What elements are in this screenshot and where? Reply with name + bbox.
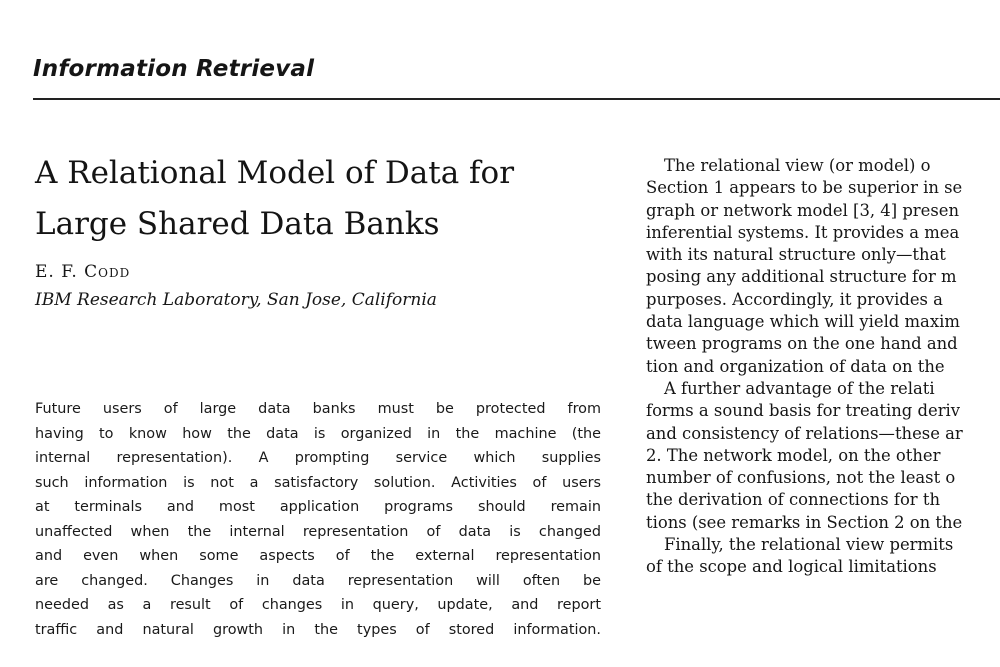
body-line: tion and organization of data on the [646, 356, 945, 376]
abstract-line: traffic and natural growth in the types of stored information. [35, 621, 601, 638]
header-rule [33, 98, 1000, 100]
abstract [35, 397, 601, 642]
body-line: data language which will yield maxim [646, 312, 960, 332]
abstract-line: unaffected when the internal representation of data is changed [35, 523, 601, 540]
author-block [35, 258, 437, 314]
body-line: Section 1 appears to be superior in se [646, 178, 963, 198]
body-line: forms a sound basis for treating deriv [646, 401, 961, 421]
body-line: inferential systems. It provides a mea [646, 222, 960, 242]
author-affiliation: IBM Research Laboratory, San Jose, California [35, 290, 437, 310]
paper-title [35, 148, 625, 250]
abstract-line: having to know how the data is organized in the machine (the [35, 425, 601, 442]
section-heading: Information Retrieval [33, 56, 315, 82]
title-line: A Relational Model of Data for [35, 155, 515, 191]
body-line: posing any additional structure for m [646, 267, 957, 287]
body-line: graph or network model [3, 4] presen [646, 200, 960, 220]
abstract-line: at terminals and most application programs should remain [35, 499, 601, 515]
abstract-line: Future users of large data banks must be protected from [35, 401, 601, 417]
body-line: tween programs on the one hand and [646, 334, 958, 354]
body-line: tions (see remarks in Section 2 on the [646, 512, 963, 532]
body-line: purposes. Accordingly, it provides a [646, 289, 943, 309]
abstract-line: internal representation). A prompting service which supplies [35, 450, 601, 466]
body-line: Finally, the relational view permits [664, 535, 954, 555]
body-line: and consistency of relations—these ar [646, 423, 963, 443]
abstract-line: such information is not a satisfactory solution. Activities of users [35, 474, 601, 491]
abstract-line: are changed. Changes in data representation will often be [35, 572, 601, 589]
title-line: Large Shared Data Banks [35, 206, 440, 242]
abstract-line: and even when some aspects of the external representation [35, 548, 601, 564]
body-line: number of confusions, not the least o [646, 468, 956, 488]
body-line: of the scope and logical limitations [646, 557, 937, 577]
abstract-line: needed as a result of changes in query, update, and report [35, 597, 601, 613]
author-name: E. F. Codd [35, 262, 131, 282]
body-column [646, 155, 1000, 579]
body-line: A further advantage of the relati [664, 378, 935, 398]
body-line: with its natural structure only—that [646, 245, 946, 265]
body-line: 2. The network model, on the other [646, 445, 941, 465]
body-line: the derivation of connections for th [646, 490, 940, 510]
body-line: The relational view (or model) o [664, 156, 931, 175]
